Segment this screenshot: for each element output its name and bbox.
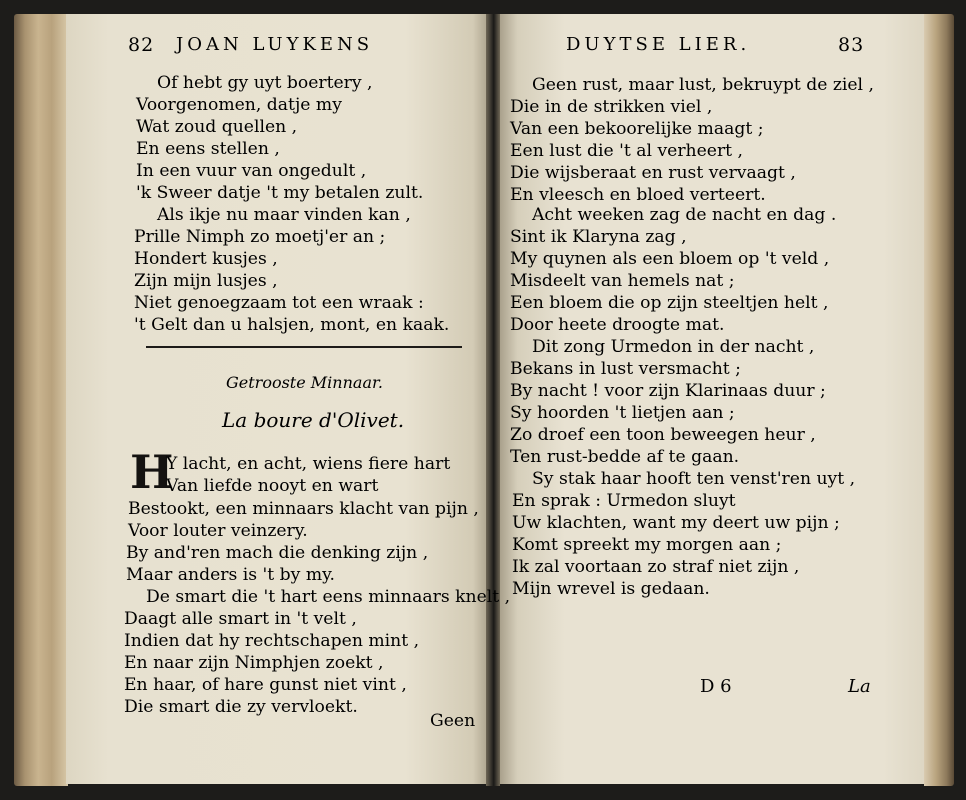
poem-line: Daagt alle smart in 't velt , <box>124 609 357 629</box>
poem-line: Mijn wrevel is gedaan. <box>512 579 710 599</box>
poem-line: Niet genoegzaam tot een wraak : <box>134 293 424 313</box>
poem-line: Hondert kusjes , <box>134 249 278 269</box>
poem-line: En vleesch en bloed verteert. <box>510 185 766 205</box>
tune-title: La boure d'Olivet. <box>222 408 405 432</box>
poem-line: En haar, of hare gunst niet vint , <box>124 675 407 695</box>
poem-line: Zijn mijn lusjes , <box>134 271 278 291</box>
poem-line: Die smart die zy vervloekt. <box>124 697 358 717</box>
poem-line: 't Gelt dan u halsjen, mont, en kaak. <box>134 315 450 335</box>
poem-line: Wat zoud quellen , <box>136 117 298 137</box>
poem-line: Die in de strikken viel , <box>510 97 713 117</box>
right-catchword: La <box>848 676 871 697</box>
poem-line: Uw klachten, want my deert uw pijn ; <box>512 513 840 533</box>
poem-line: Van een bekoorelijke maagt ; <box>510 119 764 139</box>
poem-line: Een lust die 't al verheert , <box>510 141 744 161</box>
poem-line: Als ikje nu maar vinden kan , <box>157 205 411 225</box>
poem-line: Ik zal voortaan zo straf niet zijn , <box>512 557 800 577</box>
section-title: Getrooste Minnaar. <box>226 373 383 392</box>
poem-line: Y lacht, en acht, wiens fiere hart <box>166 454 451 474</box>
poem-line: Zo droef een toon beweegen heur , <box>510 425 816 445</box>
poem-line: Een bloem die op zijn steeltjen helt , <box>510 293 829 313</box>
right-running-title: DUYTSE LIER. <box>566 34 751 55</box>
poem-line: Sint ik Klaryna zag , <box>510 227 687 247</box>
poem-line: De smart die 't hart eens minnaars knelt , <box>146 587 511 607</box>
poem-line: En eens stellen , <box>136 139 280 159</box>
signature-mark: D 6 <box>700 676 732 697</box>
poem-line: Misdeelt van hemels nat ; <box>510 271 735 291</box>
poem-line: Sy hoorden 't lietjen aan ; <box>510 403 735 423</box>
poem-line: Of hebt gy uyt boertery , <box>157 73 373 93</box>
poem-line: Die wijsberaat en rust vervaagt , <box>510 163 796 183</box>
poem-line: Door heete droogte mat. <box>510 315 725 335</box>
poem-line: Acht weeken zag de nacht en dag . <box>532 205 837 225</box>
poem-line: Van liefde nooyt en wart <box>166 476 379 496</box>
poem-line: My quynen als een bloem op 't veld , <box>510 249 830 269</box>
poem-line: Indien dat hy rechtschapen mint , <box>124 631 420 651</box>
drop-cap: H <box>130 445 174 499</box>
poem-line: Voor louter veinzery. <box>128 521 308 541</box>
book-gutter <box>486 14 500 786</box>
right-page-edges <box>924 14 954 786</box>
left-page-number: 82 <box>128 34 155 56</box>
poem-line: In een vuur van ongedult , <box>136 161 367 181</box>
poem-line: Voorgenomen, datje my <box>136 95 342 115</box>
poem-line: Bekans in lust versmacht ; <box>510 359 741 379</box>
poem-line: Komt spreekt my morgen aan ; <box>512 535 782 555</box>
poem-line: By nacht ! voor zijn Klarinaas duur ; <box>510 381 826 401</box>
poem-line: En sprak : Urmedon sluyt <box>512 491 736 511</box>
left-catchword: Geen <box>430 711 476 731</box>
poem-line: 'k Sweer datje 't my betalen zult. <box>136 183 424 203</box>
poem-line: Bestookt, een minnaars klacht van pijn , <box>128 499 479 519</box>
left-running-title: JOAN LUYKENS <box>176 34 374 55</box>
right-page-number: 83 <box>838 34 865 56</box>
section-divider <box>146 346 462 348</box>
poem-line: En naar zijn Nimphjen zoekt , <box>124 653 384 673</box>
poem-line: Maar anders is 't by my. <box>126 565 336 585</box>
poem-line: Dit zong Urmedon in der nacht , <box>532 337 815 357</box>
poem-line: Prille Nimph zo moetj'er an ; <box>134 227 386 247</box>
poem-line: Geen rust, maar lust, bekruypt de ziel , <box>532 75 874 95</box>
poem-line: Ten rust-bedde af te gaan. <box>510 447 740 467</box>
poem-line: By and'ren mach die denking zijn , <box>126 543 429 563</box>
poem-line: Sy stak haar hooft ten venst'ren uyt , <box>532 469 856 489</box>
left-page-edges <box>14 14 68 786</box>
